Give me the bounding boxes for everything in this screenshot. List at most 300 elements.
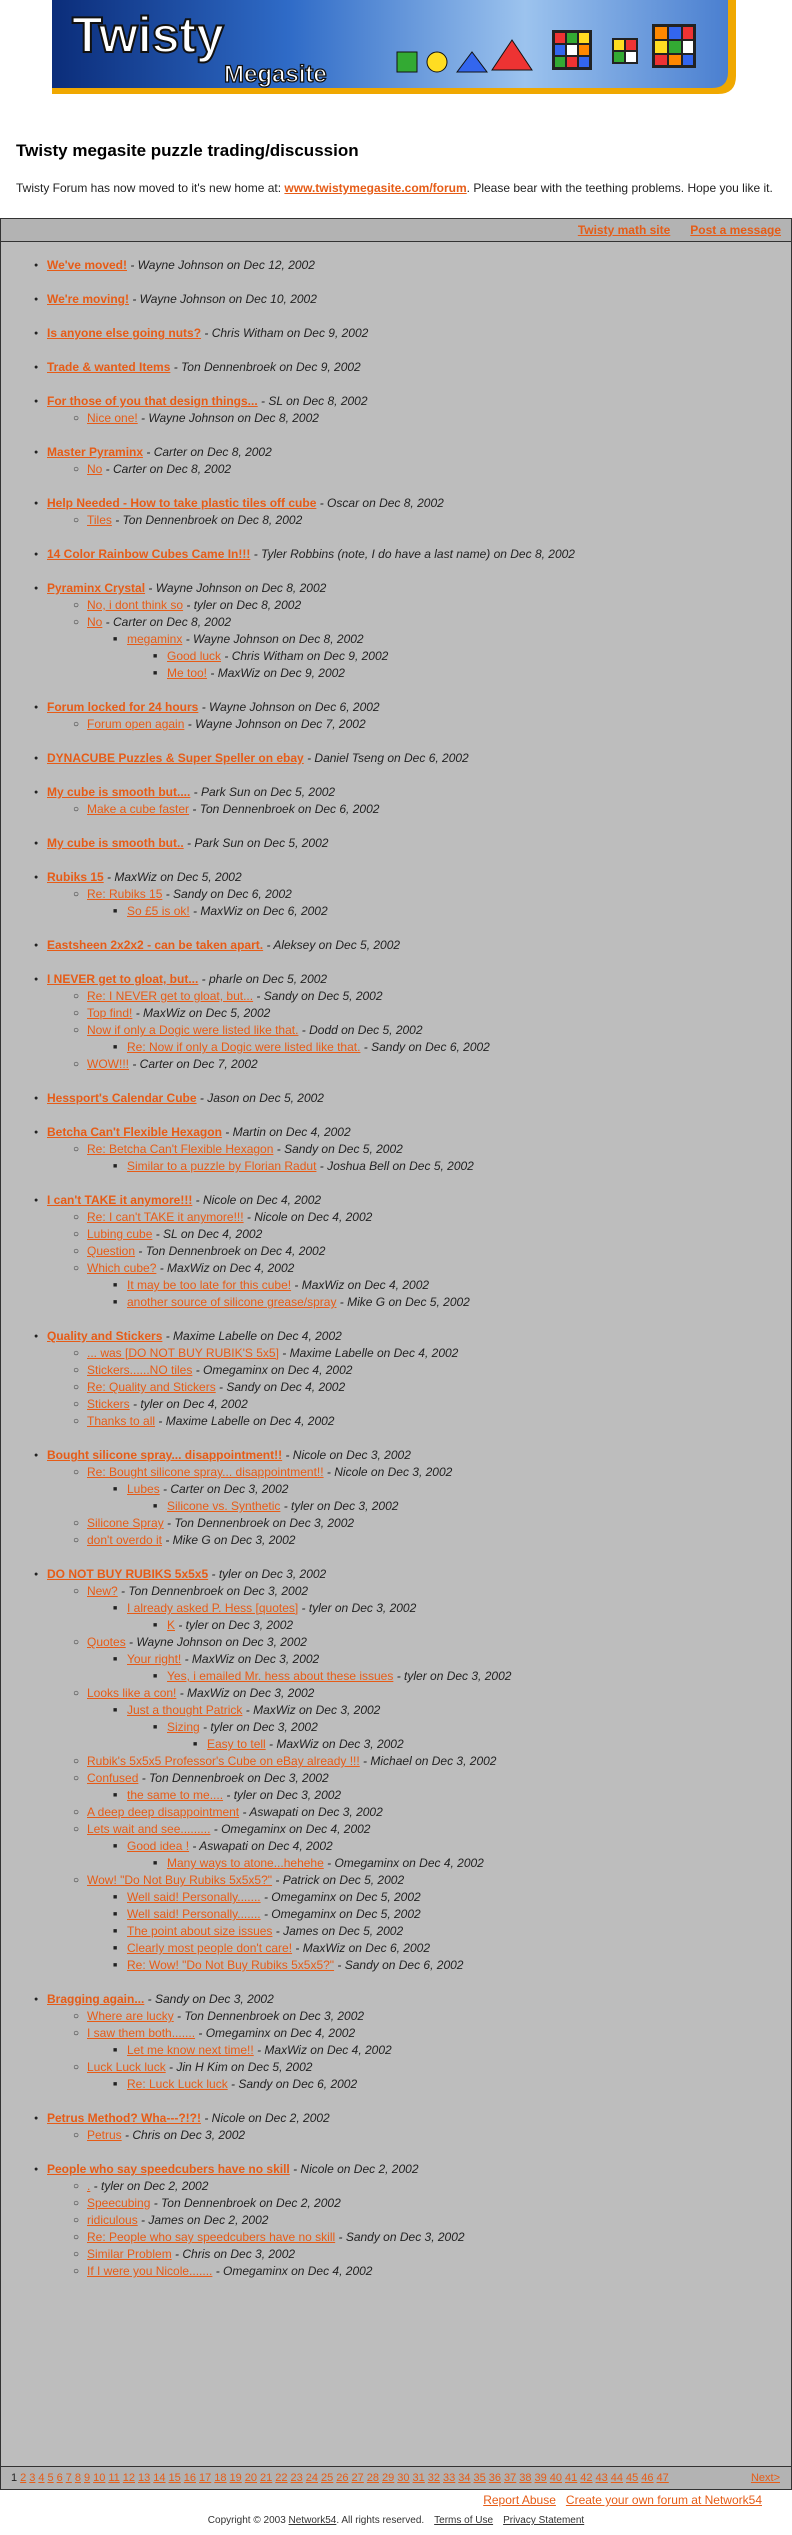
post-meta: - Sandy on Dec 4, 2002: [215, 1380, 346, 1394]
reply-item: [127, 1889, 791, 1906]
post-meta: - Nicole on Dec 2, 2002: [289, 2162, 419, 2176]
page-link[interactable]: 19: [229, 2472, 242, 2484]
post-meta: - Sandy on Dec 6, 2002: [334, 1958, 464, 1972]
reply-title-link[interactable]: Looks like a con!: [87, 1686, 177, 1700]
post-meta: - Carter on Dec 3, 2002: [159, 1482, 289, 1496]
reply-item: [87, 597, 791, 614]
page-link[interactable]: 43: [595, 2472, 608, 2484]
thread-title-link[interactable]: Rubiks 15: [47, 870, 104, 884]
reply-title-link[interactable]: No: [87, 615, 103, 629]
reply-item: [167, 1719, 791, 1753]
reply-title-link[interactable]: Question: [87, 1244, 136, 1258]
current-page: 1: [11, 2472, 18, 2484]
page-link[interactable]: 17: [199, 2472, 212, 2484]
reply-list: [87, 1787, 791, 1804]
reply-title-link[interactable]: ... was [DO NOT BUY RUBIK'S 5x5]: [87, 1346, 279, 1360]
reply-title-link[interactable]: Clearly most people don't care!: [127, 1941, 293, 1955]
reply-title-link[interactable]: the same to me....: [127, 1788, 224, 1802]
thread-title-link[interactable]: Is anyone else going nuts?: [47, 326, 202, 340]
reply-title-link[interactable]: Rubik's 5x5x5 Professor's Cube on eBay already !!!: [87, 1754, 360, 1768]
post-meta: - Wayne Johnson on Dec 8, 2002: [137, 411, 319, 425]
post-meta: - Ton Dennenbroek on Dec 6, 2002: [189, 802, 380, 816]
reply-list: [47, 988, 791, 1073]
reply-title-link[interactable]: Forum open again: [87, 717, 185, 731]
reply-item: [87, 1362, 791, 1379]
thread-item: [47, 750, 791, 767]
page-link[interactable]: 30: [397, 2472, 410, 2484]
post-meta: - tyler on Dec 3, 2002: [280, 1499, 399, 1513]
page-link[interactable]: 10: [93, 2472, 106, 2484]
reply-item: [87, 2229, 791, 2246]
reply-item: [127, 1039, 791, 1056]
reply-item: [87, 1532, 791, 1549]
thread-title-link[interactable]: Hessport's Calendar Cube: [47, 1091, 197, 1105]
post-meta: - Aleksey on Dec 5, 2002: [263, 938, 401, 952]
post-meta: - Patrick on Dec 5, 2002: [272, 1873, 405, 1887]
post-meta: - MaxWiz on Dec 6, 2002: [292, 1941, 430, 1955]
post-meta: - Tyler Robbins (note, I do have a last name) on Dec 8, 2002: [250, 547, 575, 561]
reply-title-link[interactable]: A deep deep disappointment: [87, 1805, 240, 1819]
post-message-link[interactable]: Post a message: [690, 223, 781, 237]
reply-item: [87, 1821, 791, 1872]
reply-item: [87, 1515, 791, 1532]
reply-item: [127, 1600, 791, 1634]
reply-list: [47, 801, 791, 818]
reply-title-link[interactable]: Good idea !: [127, 1839, 190, 1853]
reply-list: [127, 1719, 791, 1753]
post-meta: - Sandy on Dec 3, 2002: [144, 1992, 274, 2006]
thread-title-link[interactable]: For those of you that design things...: [47, 394, 258, 408]
pagination: [1, 2466, 791, 2489]
reply-title-link[interactable]: Similar Problem: [87, 2247, 172, 2261]
page-link[interactable]: 39: [534, 2472, 547, 2484]
reply-title-link[interactable]: Quotes: [87, 1635, 126, 1649]
page-link[interactable]: 45: [626, 2472, 639, 2484]
forum-toolbar: [1, 219, 791, 242]
reply-title-link[interactable]: K: [167, 1618, 176, 1632]
reply-list: [87, 1651, 791, 1685]
reply-title-link[interactable]: Silicone vs. Synthetic: [167, 1499, 281, 1513]
page-link[interactable]: 47: [656, 2472, 669, 2484]
reply-item: [207, 1736, 791, 1753]
post-meta: - tyler on Dec 3, 2002: [393, 1669, 512, 1683]
reply-title-link[interactable]: Me too!: [167, 666, 208, 680]
post-meta: - Park Sun on Dec 5, 2002: [190, 785, 336, 799]
reply-title-link[interactable]: Re: Now if only a Dogic were listed like that.: [127, 1040, 361, 1054]
reply-list: [47, 2178, 791, 2280]
reply-title-link[interactable]: Wow! "Do Not Buy Rubiks 5x5x5?": [87, 1873, 273, 1887]
reply-list: [87, 1277, 791, 1311]
reply-item: [127, 1787, 791, 1804]
reply-list: [47, 1141, 791, 1175]
page-link[interactable]: 4: [38, 2472, 45, 2484]
reply-item: [87, 2246, 791, 2263]
reply-title-link[interactable]: don't overdo it: [87, 1533, 163, 1547]
reply-title-link[interactable]: WOW!!!: [87, 1057, 129, 1071]
post-meta: - Ton Dennenbroek on Dec 9, 2002: [170, 360, 361, 374]
page-link[interactable]: 12: [122, 2472, 136, 2484]
page-link[interactable]: 5: [47, 2472, 54, 2484]
page-link[interactable]: 31: [412, 2472, 425, 2484]
reply-title-link[interactable]: Re: Luck Luck luck: [127, 2077, 228, 2091]
post-meta: - Chris Witham on Dec 9, 2002: [201, 326, 369, 340]
reply-title-link[interactable]: So £5 is ok!: [127, 904, 190, 918]
reply-title-link[interactable]: New?: [87, 1584, 118, 1598]
thread-title-link[interactable]: I NEVER get to gloat, but...: [47, 972, 199, 986]
page-link[interactable]: 46: [641, 2472, 654, 2484]
network54-link[interactable]: Network54: [288, 2515, 337, 2526]
page-link[interactable]: 36: [488, 2472, 502, 2484]
post-meta: - MaxWiz on Dec 5, 2002: [132, 1006, 271, 1020]
reply-title-link[interactable]: Re: I NEVER get to gloat, but...: [87, 989, 254, 1003]
thread-title-link[interactable]: Bought silicone spray... disappointment!!: [47, 1448, 283, 1462]
forum-panel: [0, 218, 792, 2490]
report-abuse-link[interactable]: Report Abuse: [483, 2493, 556, 2507]
post-meta: - Mike G on Dec 5, 2002: [336, 1295, 470, 1309]
thread-title-link[interactable]: People who say speedcubers have no skill: [47, 2162, 290, 2176]
post-meta: - Omegaminx on Dec 4, 2002: [212, 2264, 373, 2278]
reply-title-link[interactable]: Re: Rubiks 15: [87, 887, 163, 901]
reply-title-link[interactable]: Well said! Personally.......: [127, 1890, 261, 1904]
reply-title-link[interactable]: The point about size issues: [127, 1924, 273, 1938]
post-meta: - SL on Dec 4, 2002: [152, 1227, 263, 1241]
page-link[interactable]: 27: [351, 2472, 364, 2484]
page-link[interactable]: 22: [275, 2472, 288, 2484]
post-meta: - MaxWiz on Dec 4, 2002: [291, 1278, 430, 1292]
page-link[interactable]: 34: [458, 2472, 471, 2484]
reply-title-link[interactable]: No, i dont think so: [87, 598, 184, 612]
reply-item: [127, 1702, 791, 1753]
reply-title-link[interactable]: Petrus: [87, 2128, 122, 2142]
reply-item: [87, 461, 791, 478]
reply-title-link[interactable]: megaminx: [127, 632, 183, 646]
page-link[interactable]: 26: [336, 2472, 349, 2484]
reply-title-link[interactable]: Where are lucky: [87, 2009, 174, 2023]
reply-title-link[interactable]: Just a thought Patrick: [127, 1703, 243, 1717]
reply-title-link[interactable]: Sizing: [167, 1720, 200, 1734]
reply-item: [87, 614, 791, 682]
post-meta: - Chris Witham on Dec 9, 2002: [221, 649, 389, 663]
thread-item: [47, 325, 791, 342]
reply-title-link[interactable]: Let me know next time!!: [127, 2043, 254, 2057]
reply-title-link[interactable]: another source of silicone grease/spray: [127, 1295, 337, 1309]
thread-title-link[interactable]: Eastsheen 2x2x2 - can be taken apart.: [47, 938, 264, 952]
copyright-line: [0, 2515, 792, 2526]
page-link[interactable]: 41: [565, 2472, 578, 2484]
post-meta: - MaxWiz on Dec 6, 2002: [189, 904, 328, 918]
thread-title-link[interactable]: Bragging again...: [47, 1992, 145, 2006]
thread-title-link[interactable]: Master Pyraminx: [47, 445, 144, 459]
reply-title-link[interactable]: Stickers: [87, 1397, 130, 1411]
reply-item: [87, 2212, 791, 2229]
post-meta: - MaxWiz on Dec 9, 2002: [207, 666, 345, 680]
reply-list: [47, 512, 791, 529]
reply-item: [167, 1668, 791, 1685]
post-meta: - Chris on Dec 3, 2002: [171, 2247, 296, 2261]
reply-list: [87, 1600, 791, 1634]
reply-title-link[interactable]: Good luck: [167, 649, 222, 663]
reply-title-link[interactable]: Lubing cube: [87, 1227, 153, 1241]
reply-title-link[interactable]: Many ways to atone...hehehe: [167, 1856, 324, 1870]
terms-link[interactable]: Terms of Use: [434, 2515, 494, 2526]
reply-title-link[interactable]: Re: People who say speedcubers have no skill: [87, 2230, 336, 2244]
thread-title-link[interactable]: 14 Color Rainbow Cubes Came In!!!: [47, 547, 251, 561]
reply-title-link[interactable]: Easy to tell: [207, 1737, 266, 1751]
reply-title-link[interactable]: Luck Luck luck: [87, 2060, 166, 2074]
post-meta: - Wayne Johnson on Dec 10, 2002: [128, 292, 317, 306]
reply-item: [87, 2195, 791, 2212]
reply-item: [127, 1940, 791, 1957]
post-meta: - Ton Dennenbroek on Dec 4, 2002: [135, 1244, 326, 1258]
thread-title-link[interactable]: We've moved!: [47, 258, 127, 272]
reply-title-link[interactable]: Re: I can't TAKE it anymore!!!: [87, 1210, 244, 1224]
reply-title-link[interactable]: ridiculous: [87, 2213, 138, 2227]
post-meta: - Omegaminx on Dec 5, 2002: [260, 1890, 421, 1904]
post-meta: - tyler on Dec 3, 2002: [223, 1788, 342, 1802]
page-link[interactable]: 29: [382, 2472, 395, 2484]
reply-item: [87, 1345, 791, 1362]
thread-title-link[interactable]: Trade & wanted Items: [47, 360, 171, 374]
page-link[interactable]: 21: [260, 2472, 273, 2484]
reply-list: [87, 1481, 791, 1515]
page-link[interactable]: 28: [366, 2472, 380, 2484]
reply-title-link[interactable]: Top find!: [87, 1006, 133, 1020]
page-link[interactable]: 13: [138, 2472, 151, 2484]
thread-title-link[interactable]: Petrus Method? Wha---?!?!: [47, 2111, 201, 2125]
page-title: Twisty megasite puzzle trading/discussion: [16, 141, 359, 160]
reply-item: [87, 716, 791, 733]
page-link[interactable]: 25: [321, 2472, 334, 2484]
post-meta: - Jason on Dec 5, 2002: [196, 1091, 324, 1105]
page-link[interactable]: 3: [29, 2472, 36, 2484]
create-forum-link[interactable]: Create your own forum at Network54: [565, 2493, 762, 2507]
page-link[interactable]: 14: [153, 2472, 166, 2484]
thread-title-link[interactable]: I can't TAKE it anymore!!!: [47, 1193, 193, 1207]
reply-list: [47, 716, 791, 733]
thread-item: [47, 937, 791, 954]
post-meta: - MaxWiz on Dec 3, 2002: [242, 1703, 381, 1717]
page-link[interactable]: 16: [183, 2472, 197, 2484]
thread-title-link[interactable]: DO NOT BUY RUBIKS 5x5x5: [47, 1567, 209, 1581]
reply-item: [87, 2178, 791, 2195]
reply-item: [87, 1260, 791, 1311]
post-meta: - Mike G on Dec 3, 2002: [162, 1533, 296, 1547]
reply-list: [47, 597, 791, 682]
page-link[interactable]: 44: [610, 2472, 624, 2484]
thread-item: [47, 1090, 791, 1107]
reply-list: [127, 1498, 791, 1515]
thread-title-link[interactable]: Help Needed - How to take plastic tiles off cube: [47, 496, 317, 510]
post-meta: - Sandy on Dec 5, 2002: [273, 1142, 403, 1156]
post-meta: - Dodd on Dec 5, 2002: [298, 1023, 423, 1037]
reply-title-link[interactable]: Which cube?: [87, 1261, 157, 1275]
post-meta: - James on Dec 5, 2002: [272, 1924, 404, 1938]
reply-item: [127, 1481, 791, 1515]
page-link[interactable]: 23: [290, 2472, 303, 2484]
reply-title-link[interactable]: Confused: [87, 1771, 139, 1785]
post-meta: - Carter on Dec 8, 2002: [102, 462, 232, 476]
reply-title-link[interactable]: Silicone Spray: [87, 1516, 164, 1530]
reply-title-link[interactable]: Make a cube faster: [87, 802, 190, 816]
reply-item: [87, 1872, 791, 1974]
post-meta: - Ton Dennenbroek on Dec 3, 2002: [173, 2009, 365, 2023]
reply-item: [127, 2042, 791, 2059]
reply-title-link[interactable]: Tiles: [87, 513, 112, 527]
reply-item: [87, 410, 791, 427]
notice-text-after: . Please bear with the teething problems. Hope you like it.: [466, 181, 773, 195]
post-meta: - Maxime Labelle on Dec 4, 2002: [162, 1329, 342, 1343]
reply-title-link[interactable]: Now if only a Dogic were listed like that.: [87, 1023, 299, 1037]
reply-title-link[interactable]: .: [87, 2179, 91, 2193]
reply-title-link[interactable]: Yes, i emailed Mr. hess about these issues: [167, 1669, 394, 1683]
reply-item: [127, 1277, 791, 1294]
post-meta: - MaxWiz on Dec 3, 2002: [181, 1652, 320, 1666]
page-link[interactable]: 6: [56, 2472, 63, 2484]
thread-title-link[interactable]: My cube is smooth but....: [47, 785, 191, 799]
thread-item: [47, 2161, 791, 2280]
page-link[interactable]: 9: [84, 2472, 91, 2484]
reply-item: [127, 1838, 791, 1872]
post-meta: - Omegaminx on Dec 4, 2002: [323, 1856, 484, 1870]
reply-title-link[interactable]: Nice one!: [87, 411, 138, 425]
reply-list: [47, 1209, 791, 1311]
post-meta: - Oscar on Dec 8, 2002: [316, 496, 444, 510]
copyright-text: Copyright © 2003: [207, 2515, 289, 2526]
page-link[interactable]: 33: [443, 2472, 456, 2484]
reply-title-link[interactable]: Stickers......NO tiles: [87, 1363, 193, 1377]
thread-item: [47, 291, 791, 308]
page-link[interactable]: 35: [473, 2472, 486, 2484]
reply-item: [87, 801, 791, 818]
reply-item: [127, 631, 791, 682]
reply-title-link[interactable]: Re: Wow! "Do Not Buy Rubiks 5x5x5?": [127, 1958, 335, 1972]
reply-list: [87, 631, 791, 682]
reply-item: [87, 1379, 791, 1396]
reply-title-link[interactable]: No: [87, 462, 103, 476]
reply-list: [87, 903, 791, 920]
reply-title-link[interactable]: Similar to a puzzle by Florian Radut: [127, 1159, 317, 1173]
twisty-math-link[interactable]: Twisty math site: [577, 223, 671, 237]
thread-title-link[interactable]: Pyraminx Crystal: [47, 581, 146, 595]
reply-title-link[interactable]: Re: Betcha Can't Flexible Hexagon: [87, 1142, 274, 1156]
post-meta: - MaxWiz on Dec 5, 2002: [103, 870, 242, 884]
post-meta: - Ton Dennenbroek on Dec 2, 2002: [150, 2196, 341, 2210]
reply-item: [167, 665, 791, 682]
reply-item: [87, 1583, 791, 1634]
reply-item: [87, 1804, 791, 1821]
page-link[interactable]: 8: [74, 2472, 81, 2484]
page-link[interactable]: 11: [108, 2472, 120, 2484]
thread-item: [47, 835, 791, 852]
page-link[interactable]: 37: [504, 2472, 517, 2484]
banner-title: Twisty: [72, 7, 224, 63]
reply-item: [87, 2059, 791, 2093]
post-meta: - Wayne Johnson on Dec 8, 2002: [145, 581, 327, 595]
reply-item: [87, 1226, 791, 1243]
thread-item: [47, 2110, 791, 2144]
reply-title-link[interactable]: Re: Bought silicone spray... disappointment!!: [87, 1465, 324, 1479]
reply-title-link[interactable]: Re: Quality and Stickers: [87, 1380, 216, 1394]
post-meta: - Omegaminx on Dec 4, 2002: [195, 2026, 356, 2040]
post-meta: - Nicole on Dec 3, 2002: [323, 1465, 453, 1479]
post-meta: - MaxWiz on Dec 4, 2002: [253, 2043, 392, 2057]
post-meta: - tyler on Dec 2, 2002: [90, 2179, 209, 2193]
reply-list: [47, 461, 791, 478]
reply-title-link[interactable]: I already asked P. Hess [quotes]: [127, 1601, 299, 1615]
reply-list: [47, 886, 791, 920]
privacy-link[interactable]: Privacy Statement: [503, 2515, 585, 2526]
thread-item: [47, 869, 791, 920]
page-link[interactable]: 38: [519, 2472, 532, 2484]
reply-list: [87, 2042, 791, 2059]
post-meta: - Omegaminx on Dec 5, 2002: [260, 1907, 421, 1921]
reply-title-link[interactable]: It may be too late for this cube!: [127, 1278, 292, 1292]
reply-title-link[interactable]: If I were you Nicole.......: [87, 2264, 213, 2278]
reply-item: [87, 1005, 791, 1022]
reply-title-link[interactable]: Your right!: [127, 1652, 182, 1666]
thread-title-link[interactable]: DYNACUBE Puzzles & Super Speller on ebay: [47, 751, 304, 765]
thread-title-link[interactable]: Forum locked for 24 hours: [47, 700, 199, 714]
post-meta: - Daniel Tseng on Dec 6, 2002: [303, 751, 469, 765]
page-link[interactable]: 2: [20, 2472, 27, 2484]
post-meta: - Sandy on Dec 5, 2002: [253, 989, 383, 1003]
next-page-link[interactable]: Next>: [750, 2472, 780, 2484]
page-link[interactable]: 18: [214, 2472, 227, 2484]
thread-title-link[interactable]: Quality and Stickers: [47, 1329, 163, 1343]
post-meta: - Omegaminx on Dec 4, 2002: [210, 1822, 371, 1836]
thread-item: [47, 393, 791, 427]
reply-title-link[interactable]: Lets wait and see.........: [87, 1822, 211, 1836]
thread-title-link[interactable]: We're moving!: [47, 292, 129, 306]
page-link[interactable]: 40: [549, 2472, 563, 2484]
post-meta: - Sandy on Dec 6, 2002: [227, 2077, 358, 2091]
post-meta: - Carter on Dec 8, 2002: [143, 445, 272, 459]
page-link[interactable]: 7: [65, 2472, 72, 2484]
reply-item: [167, 1617, 791, 1634]
thread-item: [47, 1566, 791, 1974]
post-meta: - Nicole on Dec 2, 2002: [200, 2111, 330, 2125]
thread-item: [47, 1447, 791, 1549]
reply-title-link[interactable]: I saw them both.......: [87, 2026, 196, 2040]
page-link[interactable]: 24: [305, 2472, 319, 2484]
new-forum-link[interactable]: www.twistymegasite.com/forum: [284, 181, 467, 195]
post-meta: - SL on Dec 8, 2002: [257, 394, 368, 408]
post-meta: - Sandy on Dec 3, 2002: [335, 2230, 465, 2244]
page-link[interactable]: 20: [244, 2472, 258, 2484]
reply-title-link[interactable]: Lubes: [127, 1482, 160, 1496]
reply-title-link[interactable]: Well said! Personally.......: [127, 1907, 261, 1921]
thread-item: [47, 495, 791, 529]
reply-title-link[interactable]: Speecubing: [87, 2196, 151, 2210]
reply-list: [47, 410, 791, 427]
thread-title-link[interactable]: My cube is smooth but..: [47, 836, 184, 850]
reply-item: [87, 1022, 791, 1056]
post-meta: - Nicole on Dec 4, 2002: [243, 1210, 373, 1224]
page-link[interactable]: 42: [580, 2472, 593, 2484]
post-meta: - James on Dec 2, 2002: [137, 2213, 269, 2227]
thread-item: [47, 1192, 791, 1311]
thread-title-link[interactable]: Betcha Can't Flexible Hexagon: [47, 1125, 222, 1139]
page-link[interactable]: 15: [168, 2472, 181, 2484]
reply-list: [87, 1889, 791, 1974]
thread-item: [47, 359, 791, 376]
reply-item: [127, 1158, 791, 1175]
reply-title-link[interactable]: Thanks to all: [87, 1414, 156, 1428]
page-link[interactable]: 32: [427, 2472, 441, 2484]
reply-list: [127, 1668, 791, 1685]
page-links: [20, 2470, 672, 2484]
post-meta: - tyler on Dec 3, 2002: [208, 1567, 327, 1581]
